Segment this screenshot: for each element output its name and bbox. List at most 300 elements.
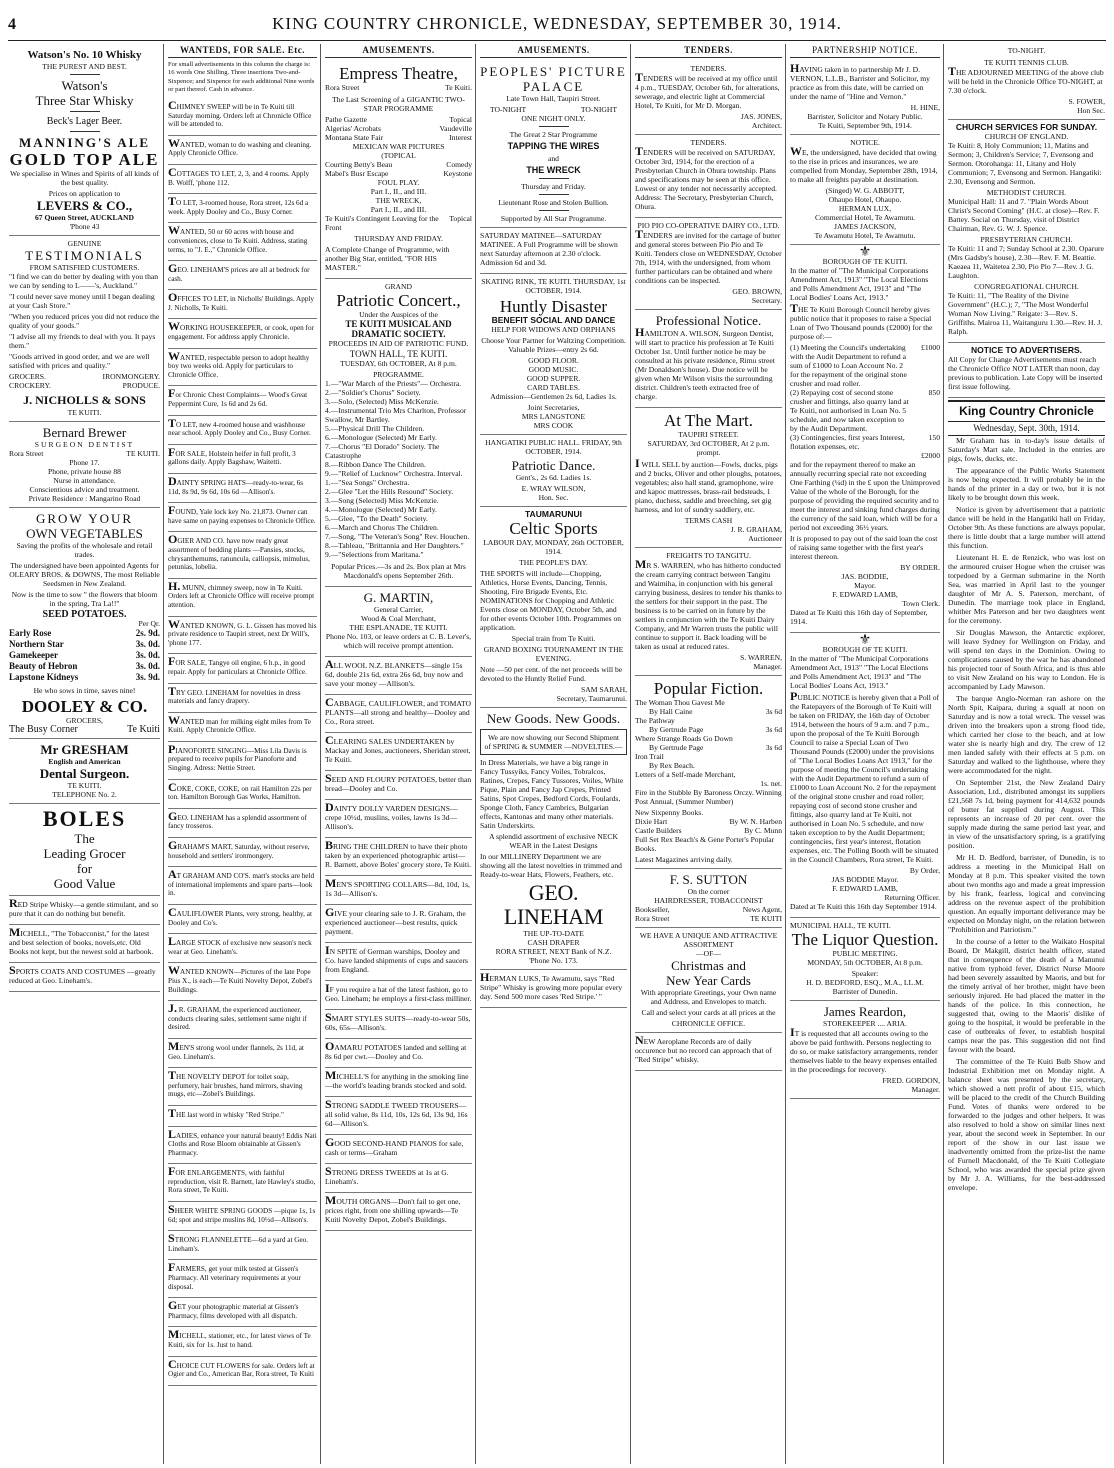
news-items: [948, 436, 1105, 1192]
news-paragraph: On September 21st, the New Zealand Dairy Association, Ltd., distributed amongst its suppliers £21,568 7s 1d, being payment for 414,632 pounds of butter fat supplied during August. This represents an increase of 20 per cent. over the supply made during the same period last year, and in view of the unsatisfactory spring, is a gratifying position.: [948, 778, 1105, 850]
classified-text: LARGE STOCK of exclusive new season's neck wear at Geo. Lineham's.: [168, 934, 312, 956]
book-title: Iron Trail: [635, 752, 664, 761]
seed-row: Gamekeeper 3s. 0d.: [9, 650, 160, 660]
classified-text: PIANOFORTE SINGING—Miss Lila Davis is prepared to receive pupils for Pianoforte and Singing. Adress: Nettie Street.: [168, 741, 307, 773]
crest-icon: ⚜: [858, 633, 872, 648]
ad-headline: Patriotic Concert.,: [336, 291, 461, 310]
trade: IRONMONGERY.: [102, 372, 160, 381]
small-ad: SPORTS COATS AND COSTUMES —greatly reduced at Geo. Lineham's.: [9, 963, 160, 992]
book-author: By Hall Caine 3s 6d: [649, 707, 782, 716]
classified-ad: [325, 657, 472, 695]
ad-address: 67 Queen Street, AUCKLAND: [35, 213, 134, 222]
classified-text: OGIER AND CO. have now ready great assortment of bedding plants —Pansies, stocks, chrysanthemums, ranuncula, calliopsis, mimulus, petunias, lobelia.: [168, 532, 310, 572]
programme-item: 9.—"Selections from Maritana.": [325, 550, 424, 559]
classified-text: GEO. LINEHAM has a splendid assortment of fancy trosseros.: [168, 808, 307, 831]
column-heading: PARTNERSHIP NOTICE.: [790, 46, 940, 58]
shipment-box: We are now showing our Second Shipment of SPRING & SUMMER —NOVELTIES.—: [480, 729, 627, 755]
boles-ad: BOLES The Leading Grocer for Good Value: [9, 804, 160, 896]
news-paragraph: The appearance of the Public Works Statement is now being expected. It will probably be in the hands of the printer in a day or two, but it is not likely to be brought down this week.: [948, 466, 1105, 502]
news-paragraph: The committee of the Te Kuiti Bulb Show and Industrial Exhibition met on Monday night. A balance sheet was presented by the secretary, which showed a nett profit of about £15, which will be placed to the credit of the Church Building Fund. Votes of thanks were ordered to be forwarded to the judges and other helpers. It was also resolved to hold a show on similar lines next year, about the second week in September. In our report of the show in our last issue we inadvertently omitted from the prize-list the name of Furnell Macdonald, of the Te Kuiti Collegiate School, who was awarded the special prize given by Mr J. A. Williams, for the best-addressed envelope.: [948, 1057, 1105, 1192]
classified-ad: [168, 780, 317, 809]
column-3: [322, 44, 475, 1462]
classified-text: J. R. GRAHAM, the experienced auctioneer, conducts clearing sales, settlement same night if desired.: [168, 1001, 307, 1032]
classified-ad: [168, 261, 317, 290]
ad-headline: TESTIMONIALS: [25, 248, 144, 263]
ad-headline: The Liquor Question.: [791, 930, 939, 949]
picture-palace-ad: PEOPLES' PICTURE PALACE Late Town Hall, Taupiri Street. TO-NIGHT TO-NIGHT ONE NIGHT ONLY. The Great 2 Star Programme TAPPING THE WIRES and THE WRECK Thursday and Friday. Lieutenant Rose and Stolen Bullion. Supported by All Star Programme.: [480, 61, 627, 228]
ad-headline: New Year Cards: [666, 973, 751, 988]
classified-text: CHOICE CUT FLOWERS for sale. Orders left at Ogier and Co., American Bar, Rora street, Te Kuiti: [168, 1356, 315, 1379]
column-heading: TENDERS.: [635, 46, 782, 58]
patriotic-dance-ad: HANGATIKI PUBLIC HALL. FRIDAY, 9th OCTOBER, 1914. Patriotic Dance. Gent's., 2s 6d. Ladies 1s. E. WRAY WILSON, Hon. Sec.: [480, 435, 627, 507]
classified-text: GIVE your clearing sale to J. R. Graham, the experienced auctioneer—best results, quick payment.: [325, 905, 466, 936]
classified-ad: [168, 654, 317, 683]
classified-ad: [325, 981, 472, 1010]
classified-text: MOUTH ORGANS—Don't fail to get one, prices right, from one shilling upwards—Te Kuiti Novelty Depot, Zobel's Buildings.: [325, 1193, 461, 1224]
column-divider: [475, 44, 476, 1464]
trade: GROCERS.: [9, 372, 46, 381]
classified-text: WANTED man for milking eight miles from Te Kuiti. Apply Chronicle Office.: [168, 712, 311, 735]
column-divider: [630, 44, 631, 1464]
ad-text: He who sows in time, saves nine!: [33, 686, 136, 695]
classified-text: MICHELL, stationer, etc., for latest views of Te Kuiti, six for 1s. Just to hand.: [168, 1327, 311, 1349]
classified-ad: [168, 532, 317, 578]
ad-headline: Empress Theatre,: [339, 64, 458, 83]
classified-text: GRAHAM'S MART, Saturday, without reserve, household and settlers' ironmongery.: [168, 838, 310, 860]
classified-text: WANTED KNOWN, G. L. Gissen has moved his private residence to Taupiri street, next Dr Will's, 'phone 177.: [168, 616, 317, 647]
classified-ad: [325, 1097, 472, 1135]
classified-ad: [168, 1327, 317, 1356]
patriotic-concert-ad: GRAND Patriotic Concert., Under the Auspices of the TE KUITI MUSICAL AND DRAMATIC SOCIETY. PROCEEDS IN AID OF PATRIOTIC FUND. TOWN HALL, TE KUITI. TUESDAY, 6th OCTOBER, At 8 p.m. PROGRAMME. 1.—"War March of the Priests"— Orchestra. 2.—"Soldier's Chorus" Society. 3.—Solo, (Selected) Miss McKenzie. 4.—Instrumental Trio Mrs Charlton, Professor Swallow, Mr Bartley. 5.—Physical Drill The Children. 6.—Monologue (Selected) Mr Early. 7.—Chorus "El Dorado" Society. The Catastrophe 8.—Ribbon Dance The Children. 9.—"Relief of Lucknow" Orchestra. Interval. 1.—"Sea Songs" Orchestra. 2.—Glee "Let the Hills Resound" Society. 3.—Song (Selected) Miss McKenzie. 4.—Monologue (Selected) Mr Early. 5.—Glee, "To the Death" Society. 6.—March and Chorus The Children. 7.—Song, "The Veteran's Song" Rev. Houchen. 8.—Tableau, "Brittannia and Her Daughters." 9.—"Selections from Maritana." Popular Prices.—3s and 2s. Box plan at Mrs Macdonald's opens September 26th.: [325, 279, 472, 587]
ad-headline: At The Mart.: [664, 411, 753, 430]
quote: "I advise all my friends to deal with you. It pays them.": [9, 332, 156, 350]
programme-item: 1.—"War March of the Priests"— Orchestra.: [325, 379, 462, 388]
classified-text: WANTED KNOWN—Pictures of the late Pope Pius X., is each—Te Kuiti Novelty Depot, Zobel's Buildings.: [168, 963, 313, 994]
book-title: The Pathway: [635, 716, 675, 725]
classified-text: DAINTY DOLLY VARDEN DESIGNS—crepe 10½d, muslins, voiles, lawns 1s 3d—Allison's.: [325, 800, 458, 831]
classified-text: FOR SALE, Holstein heifer in full profit, 3 gallons daily. Apply Bagshaw, Waitetti.: [168, 444, 296, 467]
vegetables-ad: GROW YOUR OWN VEGETABLES Saving the profits of the wholesale and retail trades. The undersigned have been appointed Agents for OLEARY BROS. & DOWNS, The most Reliable Seedsmen in New Zealand. Now is the time to sow " the flowers that bloom in the spring, Tra La!!" SEED POTATOES. Per Qr. Early Rose 2s. 9d. Northern Star 3s. 0d. Gamekeeper 3s. 0d. Beauty of Hebron 3s. 0d. Lapstone Kidneys 3s. 9d. He who sows in time, saves nine! DOOLEY & CO. GROCERS, The Busy Corner Te Kuiti: [9, 508, 160, 739]
ad-headline: James Reardon,: [823, 1004, 907, 1019]
classified-text: CAULIFLOWER Plants, very strong, healthy, at Dooley and Co's.: [168, 905, 312, 927]
classified-text: FOR ENLARGEMENTS, with faithful reproduction, visit R. Barnett, late Hawley's studio, Rora street, Te Kuiti.: [168, 1164, 316, 1195]
classified-text: WANTED, respectable person to adopt healthy boy two weeks old. Apply for particulars to Chronicle Office.: [168, 348, 310, 379]
column-divider: [320, 44, 321, 1464]
freight-notice: NOTICE. WE, the undersigned, have decided that owing to the rise in prices and insurances, we are compelled from Monday, September 28th, 1914, to make all freights payable at destination. (Singed) W. G. ABBOTT, Ohaupo Hotel, Ohaupo. HERMAN LUX, Commercial Hotel, Te Awamutu. JAMES JACKSON, Te Awamutu Hotel, Te Awamutu.: [790, 135, 940, 245]
classified-text: CABBAGE, CAULIFLOWER, and TOMATO PLANTS—all strong and healthy—Dooley and Co., Rora street.: [325, 695, 471, 726]
ad-headline: Patriotic Dance.: [511, 458, 596, 473]
news-paragraph: Sir Douglas Mawson, the Antarctic explorer, will leave Sydney for Wellington on Friday, and will spend ten days in the Dominion. Owing to complications caused by the war he has abandoned his projected tour of South Africa, and is thus able to visit New Zealand on his way to London. He is accompanied by Lady Mawson.: [948, 628, 1105, 691]
trade: CROCKERY.: [9, 381, 51, 390]
programme-item: 4.—Monologue (Selected) Mr Early.: [325, 505, 437, 514]
ad-headline: Bernard Brewer: [42, 425, 127, 440]
classified-text: LADIES, enhance your natural beauty! Eddis Nati Cloths and Rose Bloom obtainable at Gissen's Pharmacy.: [168, 1126, 317, 1157]
classified-text: IF you require a hat of the latest fashion, go to Geo. Lineham; he employs a first-class milliner.: [325, 981, 472, 1003]
ad-headline: GEO. LINEHAM: [503, 880, 604, 929]
ad-line: Beck's Lager Beer.: [46, 116, 123, 127]
news-paragraph: Notice is given by advertisement that a patriotic dance will be held in the Hangatiki hall on Friday, October 9th. As these functions are always popular, there is little doubt that a large number will attend this function.: [948, 505, 1105, 550]
ad-subline: GROCERS,: [66, 716, 103, 725]
programme-item: 3.—Song (Selected) Miss McKenzie.: [325, 496, 439, 505]
ad-subline: English and American: [48, 757, 121, 766]
ad-phone: 'Phone 43: [69, 222, 100, 231]
ad-line: TE KUITI.: [126, 449, 160, 458]
classified-text: OAMARU POTATOES landed and selling at 8s 6d per cwt.—Dooley and Co.: [325, 1039, 467, 1061]
quote: "I could never save money until I began dealing at your Cash Store.": [9, 292, 155, 310]
classified-ad: [325, 1039, 472, 1068]
classified-ad: [168, 1068, 317, 1106]
liquor-meeting-ad: MUNICIPAL HALL, TE KUITI. The Liquor Question. PUBLIC MEETING. MONDAY, 5th OCTOBER, At 8 p.m. Speaker: H. D. BEDFORD, ESQ., M.A., LL.M. Barrister of Dunedin.: [790, 918, 940, 1001]
book-author: By Rex Beach.: [649, 761, 695, 770]
ad-headline: MANNING'S ALE: [18, 135, 151, 150]
classified-text: ALL WOOL N.Z. BLANKETS—single 15s 6d, double 21s 6d, extra 26s 6d, buy now and save your money —Allison's.: [325, 657, 463, 688]
ad-headline: Professional Notice.: [655, 313, 762, 328]
quote: "Goods arrived in good order, and we are well satisfied with prices and quality.": [9, 352, 150, 370]
classified-ad: [168, 1127, 317, 1165]
ad-phone: Phone, private house 88: [48, 467, 121, 476]
column-2: [165, 44, 320, 1462]
partnership-notice: HAVING taken in to partnership Mr J. D. VERNON, L.L.B., Barrister and Solicitor, my practice as from this date, will be carried on under the name of "Hine and Vernon." H. HINE, Barrister, Solicitor and Notary Public. Te Kuiti, September 9th, 1914.: [790, 61, 940, 135]
classified-ad: [325, 1135, 472, 1164]
ad-headline: F. S. SUTTON: [669, 872, 748, 887]
classified-ad: [168, 963, 317, 1001]
classified-text: STRONG SADDLE TWEED TROUSERS—all solid value, 8s 11d, 10s, 12s 6d, 13s 9d, 16s 6d—Allison's.: [325, 1097, 468, 1128]
ad-text: A Complete Change of Programme, with another Big Star, entitled, "FOR HIS MASTER.": [325, 245, 450, 272]
seed-unit: Per Qr.: [138, 619, 160, 628]
ad-headline: Watson's: [61, 78, 108, 93]
classified-ad: [325, 876, 472, 905]
classified-ad: [168, 290, 317, 319]
advertisers-notice: NOTICE TO ADVERTISERS. All Copy for Change Advertisements must reach the Chronicle Office NOT LATER than noon, day previous to publication. Late Copy will be inserted first issue following.: [948, 343, 1105, 398]
classified-ad: [168, 319, 317, 348]
news-paragraph: In the course of a letter to the Waikato Hospital Board, Dr Makgill, district health officer, stated that in consequence of the death of a Manunui native from typhoid fever, District Nurse Moore had been severely assaulted by Maoris, and but for the timely arrival of her brother, might have been seriously injured. He had placed the matter in the hands of the police. In this connection, he suggested that, owing to the Maoris' dislike of going to the hospital, it would be preferable in the case of outbreaks of fever, to establish hospital camps near the pas. This suggestion did not find favour with the board.: [948, 937, 1105, 1054]
classified-ad: [168, 617, 317, 655]
classified-text: WANTED, woman to do washing and cleaning. Apply Chronicle Office.: [168, 135, 312, 158]
ad-headline: GOLD TOP ALE: [9, 150, 160, 169]
classified-ad: [325, 1068, 472, 1097]
ad-headline: New Goods. New Goods.: [486, 711, 621, 726]
news-paragraph: Mr H. D. Bedford, barrister, of Dunedin, is to address a meeting in the Municipal Hall on Monday at 8 p.m. This speaker visited the town about two months ago and made a great impression by his frank, fearless, logical and convincing address on the revenue aspect of the prohibition question. An equally important deliverance may be expected on Monday night, on the relation between "Prohibition and Patriotism.": [948, 853, 1105, 934]
huntly-benefit-ad: SKATING RINK, TE KUITI. THURSDAY, 1st OCTOBER, 1914. Huntly Disaster BENEFIT SOCIAL AND DANCE HELP FOR WIDOWS AND ORPHANS Choose Your Partner for Waltzing Competition. Valuable Prizes—entry 2s 6d. GOOD FLOOR. GOOD MUSIC. GOOD SUPPER. CARD TABLES. Admission—Gentlemen 2s 6d, Ladies 1s. Joint Secretaries, MRS LANGSTONE MRS COOK: [480, 274, 627, 435]
classified-ad: [168, 165, 317, 194]
ad-headline: OWN VEGETABLES: [26, 526, 143, 541]
classified-text: FOUND, Yale lock key No. 21,873. Owner can have same on paying expenses to Chronicle Office.: [168, 503, 316, 525]
gresham-ad: [9, 739, 160, 804]
classified-text: SEED AND FLOURY POTATOES, better than bread—Dooley and Co.: [325, 771, 472, 793]
classified-ad: [168, 1164, 317, 1202]
borough-poll-notice: ⚜ BOROUGH OF TE KUITI. In the matter of "The Municipal Corporations Amendment Act, 1913" "The Local Elections and Polls Amendment Act, 1913" and "The Local Bodies' Loans Act, 1913." PUBLIC NOTICE is hereby given that a Poll of the Ratepayers of the Borough of Te Kuiti will be taken on FRIDAY, the 16th day of October 1914, between the hours of 9 a.m. and 7 p.m., upon the proposal of the Te Kuiti Borough Council to raise a Special Loan of Two Thousand Pounds (£2000) under the provisions of "The Local Bodies Loans Act 1913," for the purpose of meeting the Council's undertaking with the Audit Department to refund a sum of £1000 to Loan Account No. 2 for the repayment of the original stone crusher and road roller; repaying cost of second stone crusher and fittings, also quarry land at Te Kuiti, not authorised in Loan No. 5 schedule, and now taken exception to by the Audit Department; contingencies, first year's interest, flotation expenses, etc. The Polling Booth will be situated in the Council Chambers, Rora street, Te Kuiti. By Order, JAS BODDIE Mayor. F. EDWARD LAMB, Returning Officer. Dated at Te Kuiti this 16th day September 1914.: [790, 633, 940, 918]
programme-item: 9.—"Relief of Lucknow" Orchestra. Interval.: [325, 469, 463, 478]
classified-text: STRONG FLANNELETTE—6d a yard at Geo. Lineham's.: [168, 1231, 309, 1253]
loan-item: (1) Meeting the Council's undertaking with the Audit Department to refund a sum of £1000 to Loan Account No. 2 for the repayment of the original stone crusher and road roller. £1000: [790, 343, 940, 388]
brewer-dentist-ad: [9, 422, 160, 508]
classified-text: COTTAGES TO LET, 2, 3, and 4 rooms. Apply B. Wolff, 'phone 112.: [168, 164, 310, 187]
celtic-sports-ad: TAUMARUNUI Celtic Sports LABOUR DAY, MONDAY, 26th OCTOBER, 1914. THE PEOPLE'S DAY. THE SPORTS will include—Chopping, Athletics, Horse Events, Dancing, Tennis, Shooting, Fire Brigade Events, Etc. NOMINATIONS for Chopping and Athletic Events close on MONDAY, October 5th, and for other events October 10th. Programmes on application. Special train from Te Kuiti. GRAND BOXING TOURNAMENT IN THE EVENING. Note —50 per cent. of the net proceeds will be devoted to the Huntly Relief Fund. SAM SARAH, Secretary, Taumarunui.: [480, 507, 627, 708]
classified-text: WORKING HOUSEKEEPER, or cook, open for engagement. For address apply Chronicle.: [168, 319, 314, 342]
ad-text: Now is the time to sow " the flowers that bloom in the spring, Tra La!!": [11, 590, 158, 608]
classified-ad: [168, 742, 317, 780]
seed-row: Lapstone Kidneys 3s. 9d.: [9, 672, 160, 682]
ad-headline: LEVERS & CO.,: [36, 198, 133, 213]
watson-no10-ad: [9, 46, 160, 236]
ad-line: Nurse in attendance.: [53, 476, 116, 485]
classified-ad: [325, 838, 472, 876]
ad-headline: Watson's No. 10 Whisky: [27, 49, 142, 61]
classified-text: GOOD SECOND-HAND PIANOS for sale, cash or terms—Graham: [325, 1135, 464, 1157]
book-title: The Woman Thou Gavest Me: [635, 698, 725, 707]
classified-text: H. MUNN, chimney sweep, now in Te Kuiti. Orders left at Chronicle Office will receive prompt attention.: [168, 578, 315, 609]
classified-ad: [168, 1202, 317, 1231]
column-heading: TO-NIGHT.: [1007, 46, 1046, 55]
ad-headline: Huntly Disaster: [499, 297, 608, 316]
professional-notice: Professional Notice. HAMILTON A. WILSON, Surgeon Dentist, will start to practice his profession at Te Kuiti October 1st. Until further notice he may be consulted at his private residence, Rimu street (Mr Donaldson's house). Due notice will be given when Mr Wilson visits the surrounding district. Children's teeth extracted free of charge.: [635, 310, 782, 408]
book-list: [635, 698, 782, 788]
classified-ad: [168, 416, 317, 445]
classified-text: WANTED, 50 or 60 acres with house and conveniences, close to Te Kuiti. Address, stating terms, to "J. E.," Chronicle Office.: [168, 223, 308, 254]
ad-text: We specialise in Wines and Spirits of all kinds of the best quality.: [10, 169, 159, 187]
classified-ad: [168, 386, 317, 415]
editorial-date: Wednesday, Sept. 30th, 1914.: [948, 422, 1105, 436]
quote: "I find we can do better by dealing with you than we can by sending to L——'s, Auckland.": [9, 272, 159, 290]
empress-theatre-ad: Empress Theatre, Rora Street Te Kuiti. The Last Screening of a GIGANTIC TWO-STAR PROGRAMME Pathe Gazette Topical Algerias' Acrobats Vaudeville Montana State Fair Interest MEXICAN WAR PICTURES (TOPICAL Courting Betty's Beau Comedy Mabel's Busr Escape Keystone FOUL PLAY. Part I., II., and III. THE WRECK, Part I., II., and III. Te Kuiti's Contingent Leaving for the Front Topical THURSDAY AND FRIDAY. A Complete Change of Programme, with another Big Star, entitled, "FOR HIS MASTER.": [325, 61, 472, 279]
reardon-ad: James Reardon, STOREKEEPER .... ARIA. IT is requested that all accounts owing to the above be paid forthwith. Persons neglecting to do so, or make satisfactory arrangements, render themselves liable to the heavy expenses entailed in the proceedings for recovery. FRED. GORDON, Manager.: [790, 1001, 940, 1099]
news-paragraph: Mr Graham has in to-day's issue details of Saturday's Mart sale. Included in the entries are pigs, fowls, ducks, etc.: [948, 436, 1105, 463]
classified-ad: [325, 1193, 472, 1231]
programme-item: 5.—Physical Drill The Children.: [325, 424, 425, 433]
programme-item: 6.—Monologue (Selected) Mr Early.: [325, 433, 437, 442]
classified-ad: [168, 934, 317, 963]
programme-item: 7.—Song, "The Veteran's Song" Rev. Houchen.: [325, 532, 470, 541]
classified-ad: [168, 136, 317, 165]
classified-text: MEN'S SPORTING COLLARS—8d, 10d, 1s, 1s 3d—Allison's.: [325, 876, 470, 898]
classified-text: THE NOVELTY DEPOT for toilet soap, perfumery, hair brushes, hand mirrors, shaving mugs, etc—Zobel's Buildings.: [168, 1068, 303, 1099]
ad-line: Conscientious advice and treatment.: [29, 485, 140, 494]
section-heading: CHURCH SERVICES FOR SUNDAY.: [955, 122, 1098, 132]
column-5: [632, 44, 785, 1462]
church-services: CHURCH SERVICES FOR SUNDAY. CHURCH OF ENGLAND. Te Kuiti: 8, Holy Communion; 11, Matins and Sermon; 3, Children's Service; 7, Evensong and Sermon. Otorohanga: 11, Litany and Holy Communion; 7, Evensong and Sermon. Hangatiki: 2.30, Evensong and Sermon. METHODIST CHURCH. Municipal Hall: 11 and 7. "Plain Words About Christ's Second Coming" (H.C. at close)—Rev. F. Battey. Social on Thursday, visit of District Chairman, Rev. G. W. J. Spence. PRESBYTERIAN CHURCH. Te Kuiti: 11 and 7; Sunday School at 2.30. Oparure (Mrs Gadsby's house), 2.30—Rev. F. M. Beattie. Kaeaea 11, Waitetea 2.30, Pio Pio 7—Rev. J. G. Laughton. CONGREGATIONAL CHURCH. Te Kuiti: 11, "The Reality of the Divine Government" (H.C.); 7, "The Most Wonderful Woman Now Living." Reigate: 3—Rev. S. Griffiths. Mairoa 11, Waitanguru 1.30.—Rev. H. J. Ralph.: [948, 120, 1105, 343]
classified-text: For Chronic Chest Complaints— Wood's Great Peppermint Cure, 1s 6d and 2s 6d.: [168, 386, 308, 409]
news-paragraph: The barque Anglo-Norman ran ashore on the North Spit, Kaipara, during a squall at noon on Saturday and is now a total wreck. The vessel was driven into the breakers upon a strong flood tide, which carried her close to the beach, and at low water she is nearly high and dry. The crew of 12 men landed safely with their effects at 5 p.m. on Saturday and walked to the lighthouse, where they were accommodated for the night.: [948, 694, 1105, 775]
martin-carrier-ad: G. MARTIN, General Carrier, Wood & Coal Merchant, THE ESPLANADE, TE KUITI. Phone No. 103, or leave orders at C. B. Lever's, which will receive prompt attention.: [325, 587, 472, 657]
ad-headline: Popular Fiction.: [653, 679, 764, 698]
tender-ad: TENDERS. TENDERS will be received at my office until 4 p.m., TUESDAY, October 6th, for alterations, sewerage, and electric light at Commercial Hotel, Te Kuiti, for Mr D. Morgan. JAS. JONES, Architect.: [635, 61, 782, 135]
classified-ad: [325, 1010, 472, 1039]
ad-subline: FROM SATISFIED CUSTOMERS.: [29, 263, 140, 272]
christmas-cards-ad: WE HAVE A UNIQUE AND ATTRACTIVE ASSORTMENT —OF— Christmas and New Year Cards With appropriate Greetings, your Own name and Address, and Envelopes to match. Call and select your cards at all prices at the CHRONICLE OFFICE.: [635, 928, 782, 1033]
column-7: [945, 44, 1108, 1462]
classified-ad: [168, 503, 317, 532]
classified-text: STRONG DRESS TWEEDS at 1s at G. Lineham's.: [325, 1164, 449, 1186]
ad-line: Private Residence : Mangarino Road: [28, 494, 141, 503]
ad-headline: GROW YOUR: [35, 511, 134, 526]
ad-subline: GENUINE: [67, 239, 102, 248]
borough-loan-notice: ⚜ BOROUGH OF TE KUITI. In the matter of "The Municipal Corporations Amendment Act, 1913" "The Local Elections and Polls Amendment Act, 1913" and "The Local Bodies' Loans Act, 1913." THE Te Kuiti Borough Council hereby gives public notice that it proposes to raise a Special Loan of Two Thousand pounds (£2000) for the purpose of:— (1) Meeting the Council's undertaking with the Audit Department to refund a sum of £1000 to Loan Account No. 2 for the repayment of the original stone crusher and road roller. £1000 (2) Repaying cost of second stone crusher and fittings, also quarry land at Te Kuiti, not authorised in Loan No. 5 schedule, and now taken exception to by the Audit Department. 850 (3) Contingencies, first years Interest, flotation expenses, etc. 150 £2000 and for the repayment thereof to make an annually recurring special rate not exceeding One Farthing (¼d) in the £ upon the Unimproved Value of the whole of the Borough, for the purpose of providing the required security and to meet the interest and sinking fund charges during the currency of the said loan, which will be for a period not exceeding 36½ years. It is proposed to pay out of the said loan the cost of raising same together with the first year's interest thereon. BY ORDER. JAS. BODDIE, Mayor. F. EDWARD LAMB, Town Clerk. Dated at Te Kuiti this 16th day of September, 1914.: [790, 245, 940, 633]
classified-ad: [168, 1357, 317, 1386]
book-title: Where Strange Roads Go Down: [635, 734, 733, 743]
programme-item: 4.—Instrumental Trio Mrs Charlton, Professor Swallow, Mr Bartley.: [325, 406, 467, 424]
classified-text: FOR SALE, Tangye oil engine, 6 h.p., in good repair. Apply for particulars at Chronicle Office.: [168, 654, 307, 676]
column-heading: AMUSEMENTS.: [325, 46, 472, 58]
newspaper-title: KING COUNTRY CHRONICLE, WEDNESDAY, SEPTEMBER 30, 1914.: [272, 14, 842, 33]
ad-text: Saving the profits of the wholesale and retail trades.: [16, 541, 153, 559]
loan-item: (2) Repaying cost of second stone crusher and fittings, also quarry land at Te Kuiti, not authorised in Loan No. 5 schedule, and now taken exception to by the Audit Department. 850: [790, 388, 940, 433]
classified-ad: [168, 474, 317, 503]
programme-item: 8.—Ribbon Dance The Children.: [325, 460, 426, 469]
programme-item: 7.—Chorus "El Dorado" Society. The Catastrophe: [325, 442, 440, 460]
seed-title: SEED POTATOES.: [42, 609, 127, 620]
classified-text: OFFICES TO LET, in Nicholls' Buildings. Apply J. Nicholls, Te Kuiti.: [168, 290, 315, 312]
classified-ad: [325, 943, 472, 981]
classified-ad: [325, 733, 472, 771]
classified-ad: [168, 1260, 317, 1298]
classified-text: CLEARING SALES UNDERTAKEN by Mackay and Jones, auctioneers, Sheridan street, Te Kuiti.: [325, 733, 471, 764]
classified-ad: [325, 771, 472, 800]
classified-ad: [325, 800, 472, 838]
classified-text: CHIMNEY SWEEP will be in Te Kuiti till Saturday morning. Orders left at Chronicle Office will be attended to.: [168, 97, 312, 129]
classified-text: BRING THE CHILDREN to have their photo taken by an experienced photographic artist—R. Barnett, above Boles' grocery store, Te Kuiti.: [325, 838, 471, 869]
classified-ad: [168, 579, 317, 617]
column-4: [477, 44, 630, 1462]
classified-text: GET your photographic material at Gissen's Pharmacy, films developed with all dispatch.: [168, 1298, 299, 1320]
small-ad: NEW Aeroplane Records are of daily occurence but no record can approach that of "Red Stripe" whisky.: [635, 1033, 782, 1071]
classified-text: GEO. LINEHAM'S prices are all at bedrock for cash.: [168, 261, 310, 283]
ad-headline: Dental Surgeon.: [39, 766, 130, 781]
classified-ad: [168, 809, 317, 838]
classified-ad: [168, 1298, 317, 1327]
loan-item: (3) Contingencies, first years Interest, flotation expenses, etc. 150: [790, 433, 940, 451]
ad-subline: TE KUITI.: [67, 408, 102, 417]
seed-row: Northern Star 3s. 0d.: [9, 639, 160, 649]
classified-ad: [168, 684, 317, 713]
classified-list: [168, 98, 317, 1386]
classified-ad: [168, 1039, 317, 1068]
matinee-ad: SATURDAY MATINEE—SATURDAY MATINEE. A Full Programme will be shown next Saturday afternoon at 2.30 o'clock. Admission 6d and 3d.: [480, 228, 627, 274]
classified-text: SHEER WHITE SPRING GOODS —pique 1s, 1s 6d; spot and stripe muslins 8d, 10½d—Allison's.: [168, 1202, 316, 1224]
book-title: Letters of a Self-made Merchant,: [635, 770, 736, 779]
lineham-draper-ad: New Goods. New Goods. We are now showing our Second Shipment of SPRING & SUMMER —NOVELTIES.— In Dress Materials, we have a big range in Fancy Tussyiks, Fancy Voiles, Tobralcos, Ratines, Crepes, Fancy Tussores, Voiles, White Pique, Plain and Fancy Jap Crepes, Printed Satins, Spot Crepes, Bedford Cords, Foulards, Sponge Cloth, Fancy Cambrics, Bulgarian effects, Kantonas and many other materials. Satin Underskirts. A splendid assortment of exclusive NECK WEAR in the Latest Designs In our MILLINERY Department we are showing all the latest novelties in trimmed and Ready-to-wear Hats, Flowers, Feathers, etc. GEO. LINEHAM THE UP-TO-DATE CASH DRAPER RORA STREET, NEXT Bank of N.Z. 'Phone No. 173.: [480, 708, 627, 970]
ad-headline: Mr GRESHAM: [40, 742, 129, 757]
masthead: [0, 0, 1114, 44]
classified-text: COKE, COKE, COKE, on rail Hamilton 22s per ton. Hamilton Borough Gas Works, Hamilton.: [168, 779, 312, 802]
sutton-ad: F. S. SUTTON On the corner HAIRDRESSER, TOBACCONIST Bookseller, News Agent, Rora Street TE KUITI: [635, 869, 782, 928]
programme-item: 1.—"Sea Songs" Orchestra.: [325, 478, 410, 487]
ad-phone: TELEPHONE No. 2.: [52, 790, 117, 799]
column-1: [6, 44, 163, 1462]
book-author: 1s. net.: [760, 779, 782, 788]
classified-text: AT GRAHAM AND CO'S. mart's stocks are held of international implements and spare parts—look in.: [168, 867, 315, 898]
ad-subline: SURGEON DENTIST: [34, 440, 135, 449]
seed-row: Beauty of Hebron 3s. 0d.: [9, 661, 160, 671]
column-divider: [785, 44, 786, 1464]
programme-item: 2.—"Soldier's Chorus" Society.: [325, 388, 421, 397]
ad-headline: J. NICHOLLS & SONS: [23, 393, 146, 407]
classified-ad: [168, 223, 317, 261]
small-ad: MICHELL, "The Tobacconist," for the latest and best selection of books, novels,etc. Old Books not kept, but the newest sold at barbook.: [9, 925, 160, 963]
tender-ad: PIO PIO CO-OPERATIVE DAIRY CO., LTD. TENDERS are invited for the cartage of butter and general stores between Pio Pio and Te Kuiti. Tenders close on WEDNESDAY, October 7th, 1914, with the undersigned, from whom further particulars can be obtained and where conditions can be inspected. GEO. BROWN, Secretary.: [635, 218, 782, 310]
masthead-rule: [8, 40, 1106, 41]
mart-auction-ad: At The Mart. TAUPIRI STREET. SATURDAY, 3rd OCTOBER, At 2 p.m. prompt. I WILL SELL by auction—Fowls, ducks, pigs and 2 bucks, Oliver and other ploughs, potatoes, vegetables; also hall stand, gramophone, wire and kapoc mattresses, brass-rail bedsteads, 1 piano, duchess, saddle and breeching, set gig harness, and lot of sundry saddlery, etc. TERMS CASH J. R. GRAHAM, Auctioneer: [635, 408, 782, 548]
freights-notice: FREIGHTS TO TANGITU. MR S. WARREN, who has hitherto conducted the cream carrying contract between Tangitu and Waimiha, in conjunction with his general carrying business, desires to tender his thanks to the settlers for their support in the past. The business is to be carried on in future by the settlers in conjunction with the Te Kuiti Dairy Company, and Mr Warren trusts the public will continue to support it. Back loading will be taken as usual at reduced rates. S. WARREN, Manager.: [635, 548, 782, 676]
classified-text: TO LET, new 4-roomed house and washhouse near school. Apply Dooley and Co., Busy Corner.: [168, 415, 311, 438]
book-author: By Gertrude Page 3s 6d: [649, 743, 782, 752]
classified-text: THE last word in whisky "Red Stripe.": [168, 1105, 284, 1120]
classified-ad: [168, 445, 317, 474]
ad-phone: Phone 17.: [69, 458, 100, 467]
ad-headline: PEOPLES' PICTURE PALACE: [480, 64, 627, 94]
ad-headline: Three Star Whisky: [35, 93, 134, 108]
classified-ad: [168, 1106, 317, 1127]
classified-text: DAINTY SPRING HATS—ready-to-wear, 6s 11d, 8s 9d, 9s 6d, 10s 6d —Allison's.: [168, 474, 304, 496]
concert-programme: [325, 379, 472, 559]
ad-headline: Christmas and: [671, 958, 746, 973]
column-6: [787, 44, 943, 1462]
classified-text: IN SPITE of German warships, Dooley and Co. have landed shipments of cups and saucers from England.: [325, 943, 468, 974]
classified-text: MICHELL'S for anything in the smoking line—the world's leading brands stocked and sold.: [325, 1068, 469, 1090]
classified-ad: [168, 98, 317, 136]
tennis-club-notice: TE KUITI TENNIS CLUB. THE ADJOURNED MEETING of the above club will be held in the Chronicle Office TO-NIGHT, at 7.30 o'clock. S. FOWER, Hon Sec.: [948, 55, 1105, 120]
ad-line: Rora Street: [9, 449, 44, 458]
column-divider: [943, 44, 944, 1464]
seed-row: Early Rose 2s. 9d.: [9, 628, 160, 638]
news-paragraph: Lieutenant H. E. de Renzick, who was lost on the armoured cruiser Hogue when the cruiser was torpedoed by a German submarine in the North Sea, was married in April last to the younger daughter of Mr A. S. Paterson, merchant, of Dunedin. The marriage took place in England, whither Mrs Paterson and her two daughters went for the ceremony.: [948, 553, 1105, 625]
section-heading: NOTICE TO ADVERTISERS.: [971, 345, 1082, 355]
tender-ad: TENDERS. TENDERS will be received on SATURDAY, October 3rd, 1914, for the erection of a Presbyterian Church in Ohura township. Plans and specifications may be seen at this office. Lowest or any tender not necessarily accepted. Address: The Secretary, Presbyterian Church, Ohura.: [635, 135, 782, 218]
classified-ad: [168, 867, 317, 905]
classified-ad: [325, 1164, 472, 1193]
column-divider: [163, 44, 164, 1464]
ad-text: Prices on application to: [48, 189, 121, 198]
programme-item: 3.—Solo, (Selected) Miss McKenzie.: [325, 397, 439, 406]
rate-notice: For small advertisements in this column the charge is: 16 words One Shilling. Three insertions Two-and-Sixpence; and Sixpence for each additional Nine words or part thereof. Cash in advance.: [168, 60, 315, 94]
crest-icon: ⚜: [858, 245, 872, 260]
small-ad: HERMAN LUKS, Te Awamutu, says "Red Stripe" Whisky is growing more popular every day. Send 500 more cases 'Red Stripe.' ": [480, 970, 627, 1008]
programme-item: 8.—Tableau, "Brittannia and Her Daughters.": [325, 541, 464, 550]
page-number: 4: [8, 16, 16, 33]
ad-subline: THE PUREST AND BEST.: [42, 62, 127, 71]
ad-headline: G. MARTIN,: [363, 590, 434, 605]
editorial-header: King Country Chronicle: [948, 400, 1105, 422]
ad-headline: DOOLEY & CO.: [21, 697, 148, 716]
classified-list: [325, 657, 472, 1231]
classified-text: SMART STYLES SUITS—ready-to-wear 50s, 60s, 65s—Allison's.: [325, 1010, 471, 1032]
programme-item: 6.—March and Chorus The Children.: [325, 523, 439, 532]
ad-text: The undersigned have been appointed Agents for OLEARY BROS. & DOWNS, The most Reliable Seedsmen in New Zealand.: [9, 561, 160, 588]
column-heading: WANTEDS, FOR SALE. Etc.: [168, 46, 317, 58]
classified-text: TO LET, 3-roomed house, Rora street, 12s 6d a week. Apply Dooley and Co., Busy Corner.: [168, 194, 309, 216]
classified-text: FARMERS, get your milk tested at Gissen's Pharmacy. All veterinary requirements at your disposal.: [168, 1260, 301, 1291]
testimonials-ad: [9, 236, 160, 422]
quote: "When you reduced prices you did not reduce the quality of your goods.": [9, 312, 160, 330]
ad-headline: BOLES: [42, 806, 127, 831]
classified-ad: [168, 838, 317, 867]
ad-line: TE KUITI.: [67, 781, 102, 790]
classified-ad: [325, 905, 472, 943]
popular-fiction-ad: Popular Fiction. The Woman Thou Gavest Me By Hall Caine 3s 6d The Pathway By Gertrude Page 3s 6d Where Strange Roads Go Down By Gertrude Page 3s 6d Iron Trail By Rex Beach. Letters of a Self-made Merchant, 1s. net. Fire in the Stubble By Baroness Orczy. Winning Post Annual, (Summer Number) New Sixpenny Books. Dixie Hart By W. N. Harben Castle Builders By C. Munn Full Set Rex Beach's & Gene Porter's Popular Books. Latest Magazines arriving daily.: [635, 676, 782, 869]
classified-ad: [168, 194, 317, 223]
book-author: By Gertrude Page 3s 6d: [649, 725, 782, 734]
programme-item: 5.—Glee, "To the Death" Society.: [325, 514, 428, 523]
classified-ad: [168, 349, 317, 387]
programme-item: 2.—Glee "Let the Hills Resound" Society.: [325, 487, 454, 496]
classified-ad: [168, 713, 317, 742]
classified-ad: [168, 1001, 317, 1039]
column-heading: AMUSEMENTS.: [480, 46, 627, 58]
trade: PRODUCE.: [122, 381, 160, 390]
classified-ad: [168, 905, 317, 934]
small-ad: RED Stripe Whisky—a gentle stimulant, and so pure that it can do nothing but benefit.: [9, 896, 160, 925]
classified-text: MEN'S strong wool under flannels, 2s 11d, at Geo. Lineham's.: [168, 1038, 304, 1061]
ad-text: The Last Screening of a GIGANTIC TWO-STAR PROGRAMME: [332, 95, 465, 113]
